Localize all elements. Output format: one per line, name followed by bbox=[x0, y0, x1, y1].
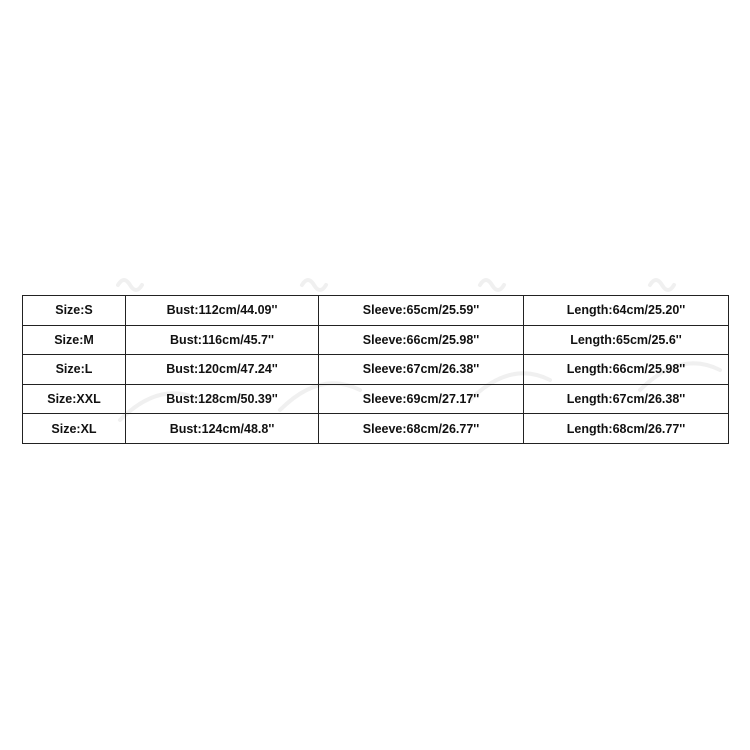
sleeve-cell: Sleeve:65cm/25.59'' bbox=[319, 296, 524, 326]
length-cell: Length:67cm/26.38'' bbox=[524, 384, 729, 414]
bust-cell: Bust:120cm/47.24'' bbox=[126, 355, 319, 385]
size-cell: Size:S bbox=[23, 296, 126, 326]
table-row bbox=[23, 414, 729, 444]
length-cell: Length:64cm/25.20'' bbox=[524, 296, 729, 326]
length-cell: Length:68cm/26.77'' bbox=[524, 414, 729, 444]
length-cell: Length:65cm/25.6'' bbox=[524, 325, 729, 355]
bust-cell: Bust:112cm/44.09'' bbox=[126, 296, 319, 326]
table-row bbox=[23, 355, 729, 385]
size-cell: Size:XL bbox=[23, 414, 126, 444]
sleeve-cell: Sleeve:69cm/27.17'' bbox=[319, 384, 524, 414]
size-cell: Size:L bbox=[23, 355, 126, 385]
size-chart-table bbox=[22, 295, 729, 444]
table-row bbox=[23, 384, 729, 414]
sleeve-cell: Sleeve:68cm/26.77'' bbox=[319, 414, 524, 444]
sleeve-cell: Sleeve:67cm/26.38'' bbox=[319, 355, 524, 385]
table-row bbox=[23, 296, 729, 326]
length-cell: Length:66cm/25.98'' bbox=[524, 355, 729, 385]
sleeve-cell: Sleeve:66cm/25.98'' bbox=[319, 325, 524, 355]
bust-cell: Bust:128cm/50.39'' bbox=[126, 384, 319, 414]
bust-cell: Bust:124cm/48.8'' bbox=[126, 414, 319, 444]
size-cell: Size:M bbox=[23, 325, 126, 355]
table-row bbox=[23, 325, 729, 355]
bust-cell: Bust:116cm/45.7'' bbox=[126, 325, 319, 355]
size-cell: Size:XXL bbox=[23, 384, 126, 414]
